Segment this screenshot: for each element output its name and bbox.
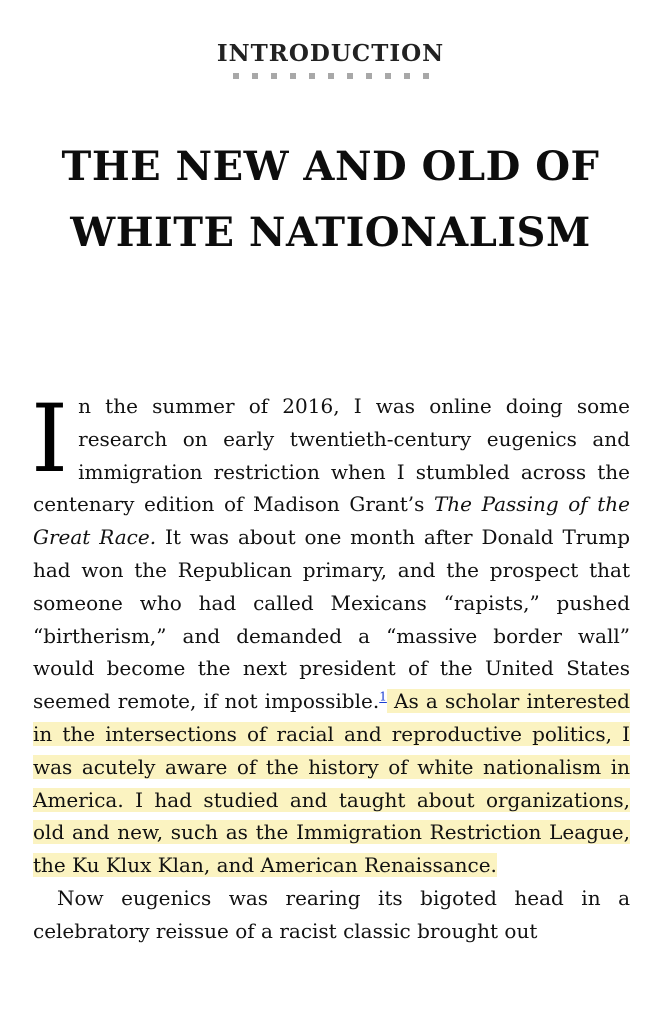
footnote-link[interactable]: 1 (379, 689, 387, 704)
paragraph-1-text-a[interactable]: n the summer of 2016, I was online doing some research on early twentieth-century eugenics and immigration restriction when I stumbled across the centenary edition of Madison Grant’s (33, 394, 630, 517)
paragraph-1-text-b[interactable]: It was about one month after Donald Trump had won the Republican primary, and the prospect that someone who had called Mexicans “rapists,” pushed “birtherism,” and demanded a “massive border wall” would become the next president of the United States seemed remote, if not impossible. (33, 525, 630, 714)
highlighted-passage[interactable]: As a scholar interested in the intersections of racial and reproductive politics, I was acutely aware of the history of white nationalism in America. I had studied and taught about organizations, old and new, such as the Immigration Restriction League, the Ku Klux Klan, and American Renaissance. (33, 689, 630, 878)
paragraph-1 (31, 385, 630, 882)
drop-cap: I (31, 385, 69, 494)
section-divider-dots (0, 73, 661, 79)
section-label: INTRODUCTION (216, 40, 445, 67)
body-text (31, 385, 630, 948)
chapter-title: THE NEW AND OLD OF WHITE NATIONALISM (61, 143, 600, 256)
book-title[interactable]: The Passing of the Great Race. (33, 492, 630, 550)
paragraph-2[interactable]: Now eugenics was rearing its bigoted head in a celebratory reissue of a racist classic brought out (33, 885, 630, 943)
